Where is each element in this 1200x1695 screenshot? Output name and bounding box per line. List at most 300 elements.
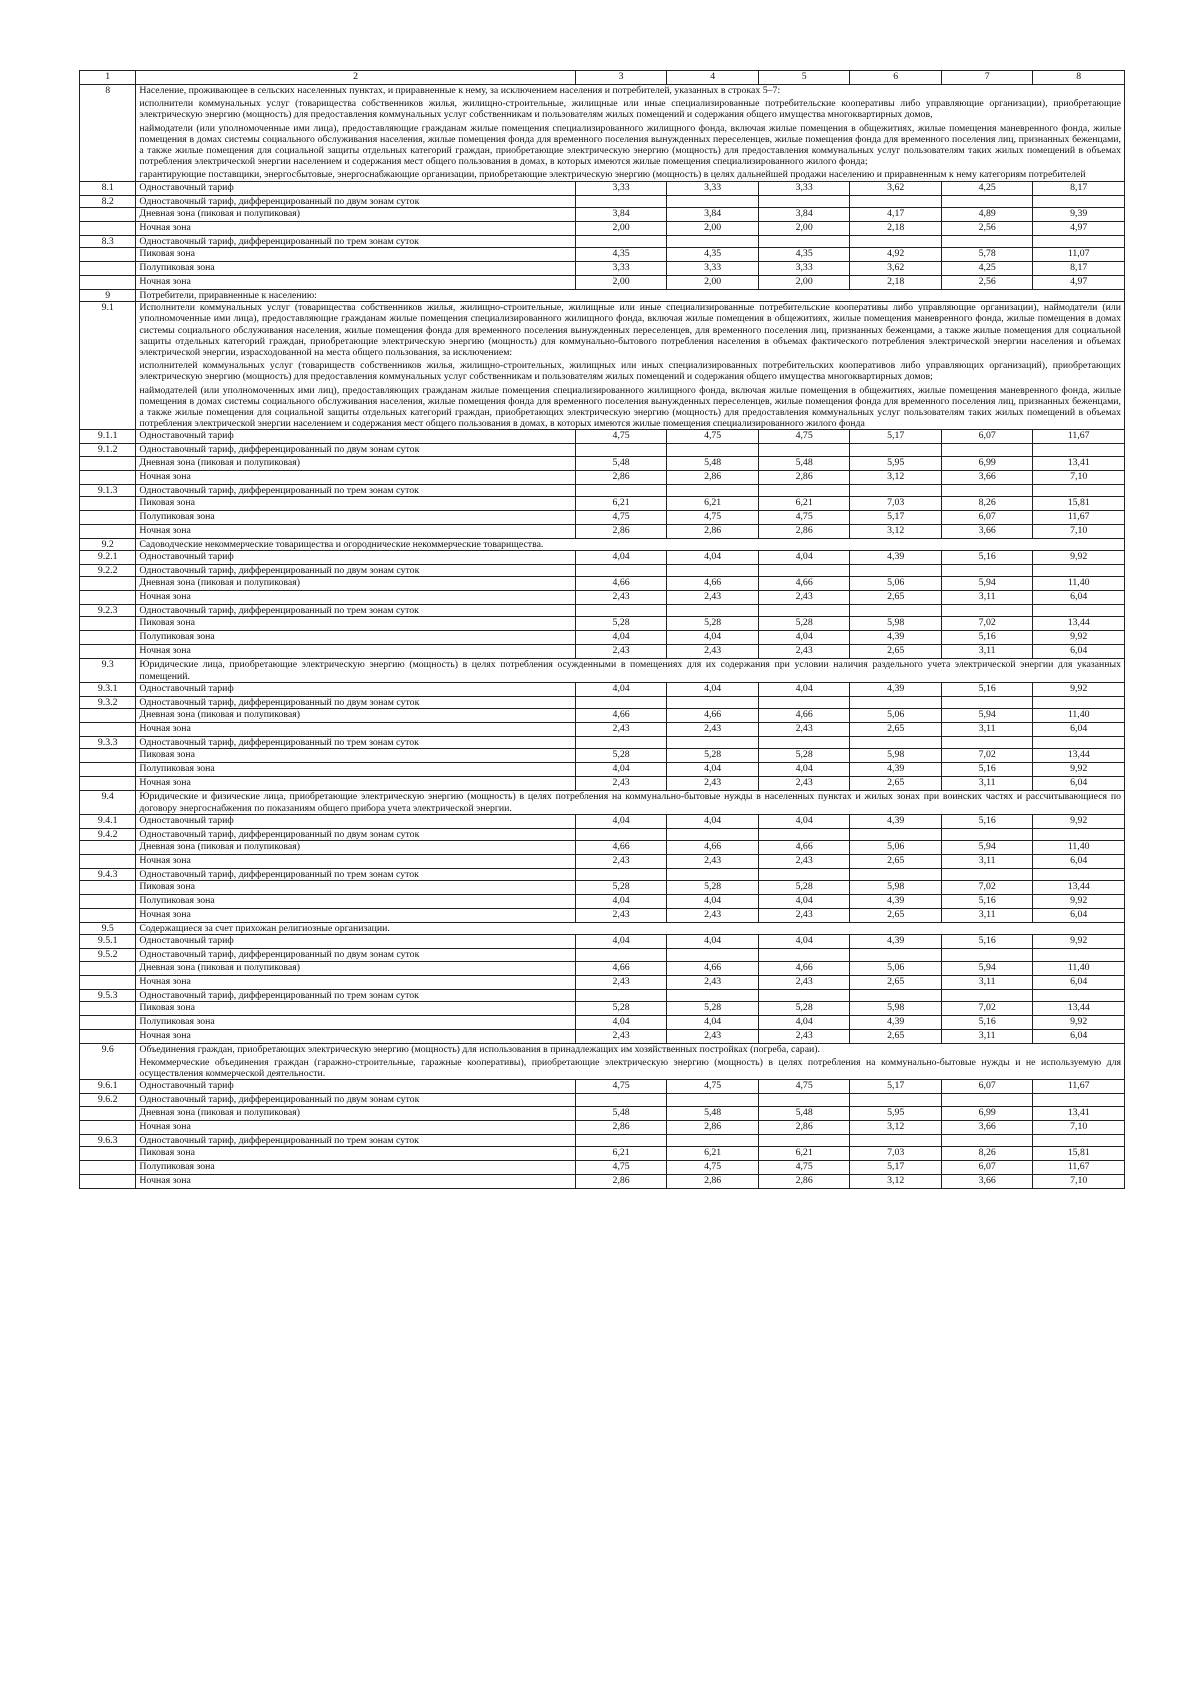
tariff-value: 2,43 xyxy=(575,1029,667,1043)
table-row xyxy=(80,923,1125,935)
table-row xyxy=(80,262,1125,276)
tariff-value: 5,94 xyxy=(941,709,1033,723)
tariff-value: 13,44 xyxy=(1033,1001,1125,1015)
tariff-value: 2,65 xyxy=(850,645,942,659)
row-label: Ночная зона xyxy=(136,723,575,737)
row-label: Полупиковая зона xyxy=(136,895,575,909)
tariff-value: 5,98 xyxy=(850,1001,942,1015)
tariff-value xyxy=(850,1094,942,1106)
table-row xyxy=(80,791,1125,814)
table-row xyxy=(80,975,1125,989)
tariff-value xyxy=(1033,235,1125,247)
tariff-value xyxy=(575,1094,667,1106)
row-number xyxy=(80,895,136,909)
tariff-value xyxy=(1033,444,1125,456)
tariff-value: 2,86 xyxy=(667,1120,759,1134)
tariff-value: 5,95 xyxy=(850,1106,942,1120)
table-row xyxy=(80,1120,1125,1134)
tariff-value: 4,66 xyxy=(575,577,667,591)
tariff-value: 2,65 xyxy=(850,777,942,791)
tariff-value: 2,43 xyxy=(758,975,850,989)
tariff-value xyxy=(941,696,1033,708)
tariff-value: 6,04 xyxy=(1033,1029,1125,1043)
tariff-value xyxy=(758,828,850,840)
row-label: Дневная зона (пиковая и полупиковая) xyxy=(136,840,575,854)
table-row xyxy=(80,1106,1125,1120)
tariff-value: 2,65 xyxy=(850,975,942,989)
tariff-value: 6,04 xyxy=(1033,975,1125,989)
row-number: 8.1 xyxy=(80,181,136,195)
description-paragraph: наймодателей (или уполномоченных ими лиц), предоставляющих гражданам жилые помещения специализированного жилищного фонда, включая жилые помещения в общежитиях, жилые помещения маневренного фонда, жилые помещения в домах системы социального обслуживания населения, жилые помещения фонда для временного поселения вынужденных переселенцев, жилые помещения фонда для временного поселения лиц, признанных беженцами, а также жилые помещения для социальной защиты отдельных категорий граждан, приобретающих электрическую энергию (мощность) для предоставления коммунальных услуг пользователям таких жилых помещений в объемах потребления электрической энергии населением и содержания мест общего пользования в домах, в которых имеются жилые помещения специализированного жилого фонда xyxy=(139,384,1121,430)
row-number: 9.6.3 xyxy=(80,1134,136,1146)
row-label: Пиковая зона xyxy=(136,1146,575,1160)
tariff-value: 2,86 xyxy=(667,470,759,484)
tariff-value: 3,33 xyxy=(575,181,667,195)
tariff-value: 4,04 xyxy=(575,814,667,828)
row-number: 9.5 xyxy=(80,923,136,935)
tariff-value: 2,43 xyxy=(758,645,850,659)
row-number xyxy=(80,1174,136,1188)
tariff-value xyxy=(1033,949,1125,961)
tariff-value: 5,28 xyxy=(667,1001,759,1015)
tariff-value xyxy=(758,868,850,880)
tariff-value xyxy=(941,737,1033,749)
tariff-value: 11,40 xyxy=(1033,840,1125,854)
tariff-value xyxy=(850,696,942,708)
tariff-value: 6,04 xyxy=(1033,777,1125,791)
row-label: Дневная зона (пиковая и полупиковая) xyxy=(136,577,575,591)
tariff-value: 2,43 xyxy=(667,645,759,659)
tariff-value: 4,04 xyxy=(758,682,850,696)
tariff-value xyxy=(667,484,759,496)
tariff-value: 11,67 xyxy=(1033,510,1125,524)
row-label: Одноставочный тариф, дифференцированный по двум зонам суток xyxy=(136,949,575,961)
tariff-value xyxy=(575,565,667,577)
description-paragraph: Некоммерческие объединения граждан (гаражно-строительные, гаражные кооперативы), приобретающие электрическую энергию (мощность) в целях потребления на коммунально-бытовые нужды и не используемую для осуществления коммерческой деятельности. xyxy=(139,1056,1121,1080)
row-number xyxy=(80,248,136,262)
row-number xyxy=(80,510,136,524)
row-label: Одноставочный тариф, дифференцированный по двум зонам суток xyxy=(136,565,575,577)
tariff-value: 2,00 xyxy=(667,221,759,235)
tariff-value: 4,66 xyxy=(758,961,850,975)
tariff-value: 7,02 xyxy=(941,617,1033,631)
tariff-value: 4,35 xyxy=(575,248,667,262)
tariff-value: 6,04 xyxy=(1033,909,1125,923)
tariff-value xyxy=(1033,696,1125,708)
tariff-value: 2,65 xyxy=(850,909,942,923)
table-row xyxy=(80,840,1125,854)
tariff-value xyxy=(758,484,850,496)
tariff-value xyxy=(1033,1134,1125,1146)
tariff-value: 11,40 xyxy=(1033,577,1125,591)
row-number: 9.6.1 xyxy=(80,1080,136,1094)
tariff-value xyxy=(941,989,1033,1001)
tariff-value: 4,75 xyxy=(667,510,759,524)
row-label: Ночная зона xyxy=(136,1120,575,1134)
table-row xyxy=(80,828,1125,840)
tariff-value: 7,02 xyxy=(941,749,1033,763)
table-row xyxy=(80,895,1125,909)
table-row xyxy=(80,881,1125,895)
tariff-value: 9,92 xyxy=(1033,631,1125,645)
category-description: Содержащиеся за счет прихожан религиозные организации. xyxy=(136,923,1125,935)
tariff-value: 4,35 xyxy=(667,248,759,262)
tariff-value: 4,04 xyxy=(667,631,759,645)
tariff-value: 7,03 xyxy=(850,1146,942,1160)
tariff-value: 2,65 xyxy=(850,723,942,737)
table-row xyxy=(80,591,1125,605)
tariff-value xyxy=(850,484,942,496)
tariff-value: 11,07 xyxy=(1033,248,1125,262)
row-label: Ночная зона xyxy=(136,221,575,235)
tariff-value: 9,92 xyxy=(1033,682,1125,696)
tariff-value xyxy=(1033,605,1125,617)
tariff-value: 4,75 xyxy=(758,430,850,444)
tariff-value: 3,11 xyxy=(941,909,1033,923)
tariff-value: 3,33 xyxy=(667,262,759,276)
table-row xyxy=(80,1160,1125,1174)
tariff-value: 4,04 xyxy=(667,895,759,909)
tariff-value: 4,04 xyxy=(575,631,667,645)
tariff-value xyxy=(667,444,759,456)
tariff-value: 4,39 xyxy=(850,1015,942,1029)
row-label: Ночная зона xyxy=(136,645,575,659)
tariff-value: 9,92 xyxy=(1033,763,1125,777)
row-label: Одноставочный тариф, дифференцированный по двум зонам суток xyxy=(136,696,575,708)
tariff-value: 4,04 xyxy=(575,1015,667,1029)
tariff-value: 4,39 xyxy=(850,551,942,565)
row-label: Ночная зона xyxy=(136,777,575,791)
tariff-value: 7,10 xyxy=(1033,1120,1125,1134)
row-label: Пиковая зона xyxy=(136,617,575,631)
row-number: 9.1.2 xyxy=(80,444,136,456)
tariff-value: 6,21 xyxy=(575,496,667,510)
row-number xyxy=(80,975,136,989)
tariff-value: 2,43 xyxy=(758,723,850,737)
row-label: Полупиковая зона xyxy=(136,1015,575,1029)
tariff-value: 4,04 xyxy=(758,935,850,949)
tariff-value: 2,65 xyxy=(850,1029,942,1043)
tariff-value: 4,04 xyxy=(667,814,759,828)
table-row xyxy=(80,737,1125,749)
tariff-value xyxy=(1033,1094,1125,1106)
tariff-value: 5,98 xyxy=(850,617,942,631)
tariff-value xyxy=(1033,828,1125,840)
table-row xyxy=(80,1043,1125,1080)
tariff-value: 2,86 xyxy=(758,470,850,484)
tariff-value xyxy=(850,565,942,577)
tariff-value xyxy=(667,565,759,577)
row-number xyxy=(80,591,136,605)
tariff-value: 4,04 xyxy=(667,682,759,696)
tariff-value: 2,43 xyxy=(758,909,850,923)
tariff-value: 3,84 xyxy=(667,207,759,221)
table-row xyxy=(80,181,1125,195)
tariff-value: 4,04 xyxy=(575,682,667,696)
table-row xyxy=(80,456,1125,470)
tariff-value: 3,12 xyxy=(850,524,942,538)
tariff-value: 3,11 xyxy=(941,777,1033,791)
table-row xyxy=(80,85,1125,182)
row-number: 9.4.3 xyxy=(80,868,136,880)
table-row xyxy=(80,551,1125,565)
category-description: Потребители, приравненные к населению: xyxy=(136,290,1125,302)
tariff-value xyxy=(941,1094,1033,1106)
tariff-value: 4,04 xyxy=(667,551,759,565)
tariff-value: 3,84 xyxy=(758,207,850,221)
tariff-value: 3,33 xyxy=(758,262,850,276)
tariff-value xyxy=(941,235,1033,247)
tariff-value: 4,75 xyxy=(667,430,759,444)
tariff-value: 15,81 xyxy=(1033,1146,1125,1160)
tariff-value xyxy=(941,484,1033,496)
tariff-value: 2,86 xyxy=(575,470,667,484)
tariff-value xyxy=(758,444,850,456)
tariff-value: 2,43 xyxy=(667,777,759,791)
row-number: 8.2 xyxy=(80,195,136,207)
tariff-value: 8,17 xyxy=(1033,181,1125,195)
table-row xyxy=(80,1080,1125,1094)
tariff-value: 4,04 xyxy=(758,814,850,828)
row-label: Одноставочный тариф, дифференцированный по двум зонам суток xyxy=(136,828,575,840)
tariff-value: 2,43 xyxy=(667,591,759,605)
tariff-value: 4,35 xyxy=(758,248,850,262)
tariff-value xyxy=(758,737,850,749)
tariff-value: 2,00 xyxy=(758,221,850,235)
row-number xyxy=(80,854,136,868)
description-paragraph: Объединения граждан, приобретающих электрическую энергию (мощность) для использования в принадлежащих им хозяйственных постройках (погреба, сараи). xyxy=(139,1043,820,1055)
tariff-value: 3,66 xyxy=(941,1174,1033,1188)
row-number xyxy=(80,749,136,763)
tariff-value: 2,43 xyxy=(758,1029,850,1043)
table-row xyxy=(80,470,1125,484)
tariff-value xyxy=(575,605,667,617)
tariff-value xyxy=(758,235,850,247)
tariff-value: 2,86 xyxy=(758,1120,850,1134)
row-label: Ночная зона xyxy=(136,909,575,923)
row-label: Одноставочный тариф xyxy=(136,181,575,195)
tariff-value xyxy=(758,989,850,1001)
row-number xyxy=(80,524,136,538)
tariff-value xyxy=(575,949,667,961)
tariff-value xyxy=(758,1094,850,1106)
table-row xyxy=(80,1015,1125,1029)
row-number: 9.1.1 xyxy=(80,430,136,444)
tariff-value: 3,66 xyxy=(941,470,1033,484)
row-number xyxy=(80,207,136,221)
table-row xyxy=(80,538,1125,550)
tariff-value: 4,66 xyxy=(758,709,850,723)
row-number xyxy=(80,1146,136,1160)
tariff-value: 5,17 xyxy=(850,510,942,524)
tariff-value: 13,44 xyxy=(1033,881,1125,895)
tariff-value: 5,28 xyxy=(667,617,759,631)
tariff-value: 4,89 xyxy=(941,207,1033,221)
category-description: Юридические и физические лица, приобретающие электрическую энергию (мощность) в целях потребления на коммунально-бытовые нужды в населенных пунктах и жилых зонах при воинских частях и рассчитывающиеся по договору энергоснабжения по показаниям общего прибора учета электрической энергии. xyxy=(136,791,1125,814)
row-number xyxy=(80,763,136,777)
tariff-value: 5,16 xyxy=(941,895,1033,909)
tariff-value: 2,43 xyxy=(758,591,850,605)
tariff-value: 11,40 xyxy=(1033,709,1125,723)
tariff-value xyxy=(1033,868,1125,880)
tariff-value xyxy=(850,195,942,207)
row-number: 9.5.2 xyxy=(80,949,136,961)
tariff-value xyxy=(575,1134,667,1146)
table-row xyxy=(80,854,1125,868)
table-row xyxy=(80,290,1125,302)
tariff-value: 5,06 xyxy=(850,577,942,591)
row-number xyxy=(80,631,136,645)
tariff-value xyxy=(1033,484,1125,496)
tariff-value: 4,97 xyxy=(1033,221,1125,235)
tariff-value: 5,94 xyxy=(941,577,1033,591)
tariff-value: 4,75 xyxy=(667,1080,759,1094)
row-number: 9.2.1 xyxy=(80,551,136,565)
tariff-value: 5,16 xyxy=(941,631,1033,645)
tariff-value: 4,17 xyxy=(850,207,942,221)
row-number xyxy=(80,577,136,591)
row-number xyxy=(80,221,136,235)
tariff-value: 7,03 xyxy=(850,496,942,510)
tariff-value: 5,17 xyxy=(850,1080,942,1094)
table-row xyxy=(80,1134,1125,1146)
tariff-value xyxy=(758,696,850,708)
tariff-value xyxy=(758,605,850,617)
tariff-value: 5,28 xyxy=(575,749,667,763)
tariff-value: 2,43 xyxy=(575,975,667,989)
row-label: Одноставочный тариф, дифференцированный по двум зонам суток xyxy=(136,1094,575,1106)
tariff-value: 2,65 xyxy=(850,591,942,605)
table-row xyxy=(80,276,1125,290)
tariff-value: 6,21 xyxy=(758,496,850,510)
tariff-value: 4,04 xyxy=(667,763,759,777)
row-label: Одноставочный тариф, дифференцированный по трем зонам суток xyxy=(136,989,575,1001)
tariff-value: 4,75 xyxy=(575,430,667,444)
row-number xyxy=(80,1160,136,1174)
table-row xyxy=(80,682,1125,696)
tariff-value: 5,28 xyxy=(758,1001,850,1015)
tariff-value: 4,75 xyxy=(758,1080,850,1094)
tariff-value: 2,00 xyxy=(575,276,667,290)
tariff-value: 5,48 xyxy=(575,456,667,470)
tariff-value xyxy=(667,1094,759,1106)
tariff-value: 2,43 xyxy=(667,975,759,989)
row-number xyxy=(80,1015,136,1029)
tariff-value: 2,43 xyxy=(758,854,850,868)
tariff-value: 2,56 xyxy=(941,276,1033,290)
table-row xyxy=(80,605,1125,617)
row-number xyxy=(80,276,136,290)
tariff-value: 3,11 xyxy=(941,1029,1033,1043)
tariff-value: 13,44 xyxy=(1033,749,1125,763)
tariff-value: 5,94 xyxy=(941,840,1033,854)
tariff-value: 11,67 xyxy=(1033,1080,1125,1094)
tariff-value: 6,21 xyxy=(758,1146,850,1160)
tariff-value: 4,39 xyxy=(850,895,942,909)
table-row xyxy=(80,659,1125,682)
table-row xyxy=(80,763,1125,777)
tariff-value: 3,12 xyxy=(850,470,942,484)
table-row xyxy=(80,496,1125,510)
row-number xyxy=(80,909,136,923)
tariff-value: 11,67 xyxy=(1033,430,1125,444)
tariff-value: 3,66 xyxy=(941,1120,1033,1134)
tariff-value: 4,66 xyxy=(758,840,850,854)
tariff-value: 2,65 xyxy=(850,854,942,868)
row-label: Одноставочный тариф xyxy=(136,682,575,696)
tariff-value xyxy=(575,989,667,1001)
tariff-value: 11,67 xyxy=(1033,1160,1125,1174)
tariff-value xyxy=(1033,195,1125,207)
table-row xyxy=(80,777,1125,791)
table-row xyxy=(80,935,1125,949)
tariff-value: 5,94 xyxy=(941,961,1033,975)
row-label: Полупиковая зона xyxy=(136,510,575,524)
tariff-value: 2,43 xyxy=(575,854,667,868)
row-number xyxy=(80,645,136,659)
row-label: Дневная зона (пиковая и полупиковая) xyxy=(136,709,575,723)
row-label: Полупиковая зона xyxy=(136,262,575,276)
row-number: 9.2.3 xyxy=(80,605,136,617)
description-paragraph: исполнителей коммунальных услуг (товариществ собственников жилья, жилищно-строительных, жилищных или иных специализированных потребительских кооперативов либо управляющих организаций), приобретающих электрическую энергию (мощность) для предоставления коммунальных услуг собственникам и пользователям жилых помещений и содержания общего имущества многоквартирных домов; xyxy=(139,360,1121,383)
row-number: 9.3.1 xyxy=(80,682,136,696)
tariff-value: 6,07 xyxy=(941,510,1033,524)
header-cell: 1 xyxy=(80,71,136,85)
tariff-value: 3,33 xyxy=(758,181,850,195)
tariff-value: 13,44 xyxy=(1033,617,1125,631)
tariff-value: 11,40 xyxy=(1033,961,1125,975)
tariff-value: 6,99 xyxy=(941,1106,1033,1120)
row-number: 9.3.2 xyxy=(80,696,136,708)
row-label: Дневная зона (пиковая и полупиковая) xyxy=(136,456,575,470)
row-number xyxy=(80,1001,136,1015)
row-number xyxy=(80,777,136,791)
tariff-value: 5,28 xyxy=(575,881,667,895)
tariff-value: 4,04 xyxy=(575,551,667,565)
tariff-value: 15,81 xyxy=(1033,496,1125,510)
row-label: Полупиковая зона xyxy=(136,631,575,645)
tariff-value: 4,75 xyxy=(575,1160,667,1174)
tariff-value: 4,66 xyxy=(667,709,759,723)
tariff-value: 4,92 xyxy=(850,248,942,262)
tariff-value: 4,66 xyxy=(667,840,759,854)
table-row xyxy=(80,207,1125,221)
tariff-value: 4,75 xyxy=(758,1160,850,1174)
row-label: Одноставочный тариф xyxy=(136,814,575,828)
tariff-value: 6,04 xyxy=(1033,645,1125,659)
tariff-value: 2,43 xyxy=(667,909,759,923)
table-row xyxy=(80,1174,1125,1188)
tariff-value: 5,17 xyxy=(850,1160,942,1174)
tariff-value: 4,04 xyxy=(667,935,759,949)
tariff-value: 6,04 xyxy=(1033,591,1125,605)
tariff-value xyxy=(667,195,759,207)
tariff-value: 5,98 xyxy=(850,881,942,895)
tariff-value: 6,07 xyxy=(941,430,1033,444)
tariff-value: 5,28 xyxy=(667,749,759,763)
row-label: Пиковая зона xyxy=(136,248,575,262)
row-number: 9.3 xyxy=(80,659,136,682)
description-paragraph: наймодатели (или уполномоченные ими лица), предоставляющие гражданам жилые помещения специализированного жилищного фонда, включая жилые помещения в общежитиях, жилые помещения маневренного фонда, жилые помещения в домах системы социального обслуживания населения, жилые помещения фонда для временного поселения вынужденных переселенцев, жилые помещения фонда для временного поселения лиц, признанных беженцами, а также жилые помещения для социальной защиты отдельных категорий граждан, приобретающие электрическую энергию (мощность) для предоставления коммунальных услуг пользователям таких жилых помещений в объемах потребления электрической энергии населением и содержания мест общего пользования в домах, в которых имеются жилые помещения специализированного жилого фонда; xyxy=(139,122,1121,168)
row-label: Пиковая зона xyxy=(136,881,575,895)
tariff-value xyxy=(1033,989,1125,1001)
tariff-value: 3,11 xyxy=(941,591,1033,605)
row-label: Ночная зона xyxy=(136,470,575,484)
tariff-value: 9,92 xyxy=(1033,814,1125,828)
tariff-value: 2,86 xyxy=(575,1120,667,1134)
table-row xyxy=(80,221,1125,235)
table-row xyxy=(80,709,1125,723)
